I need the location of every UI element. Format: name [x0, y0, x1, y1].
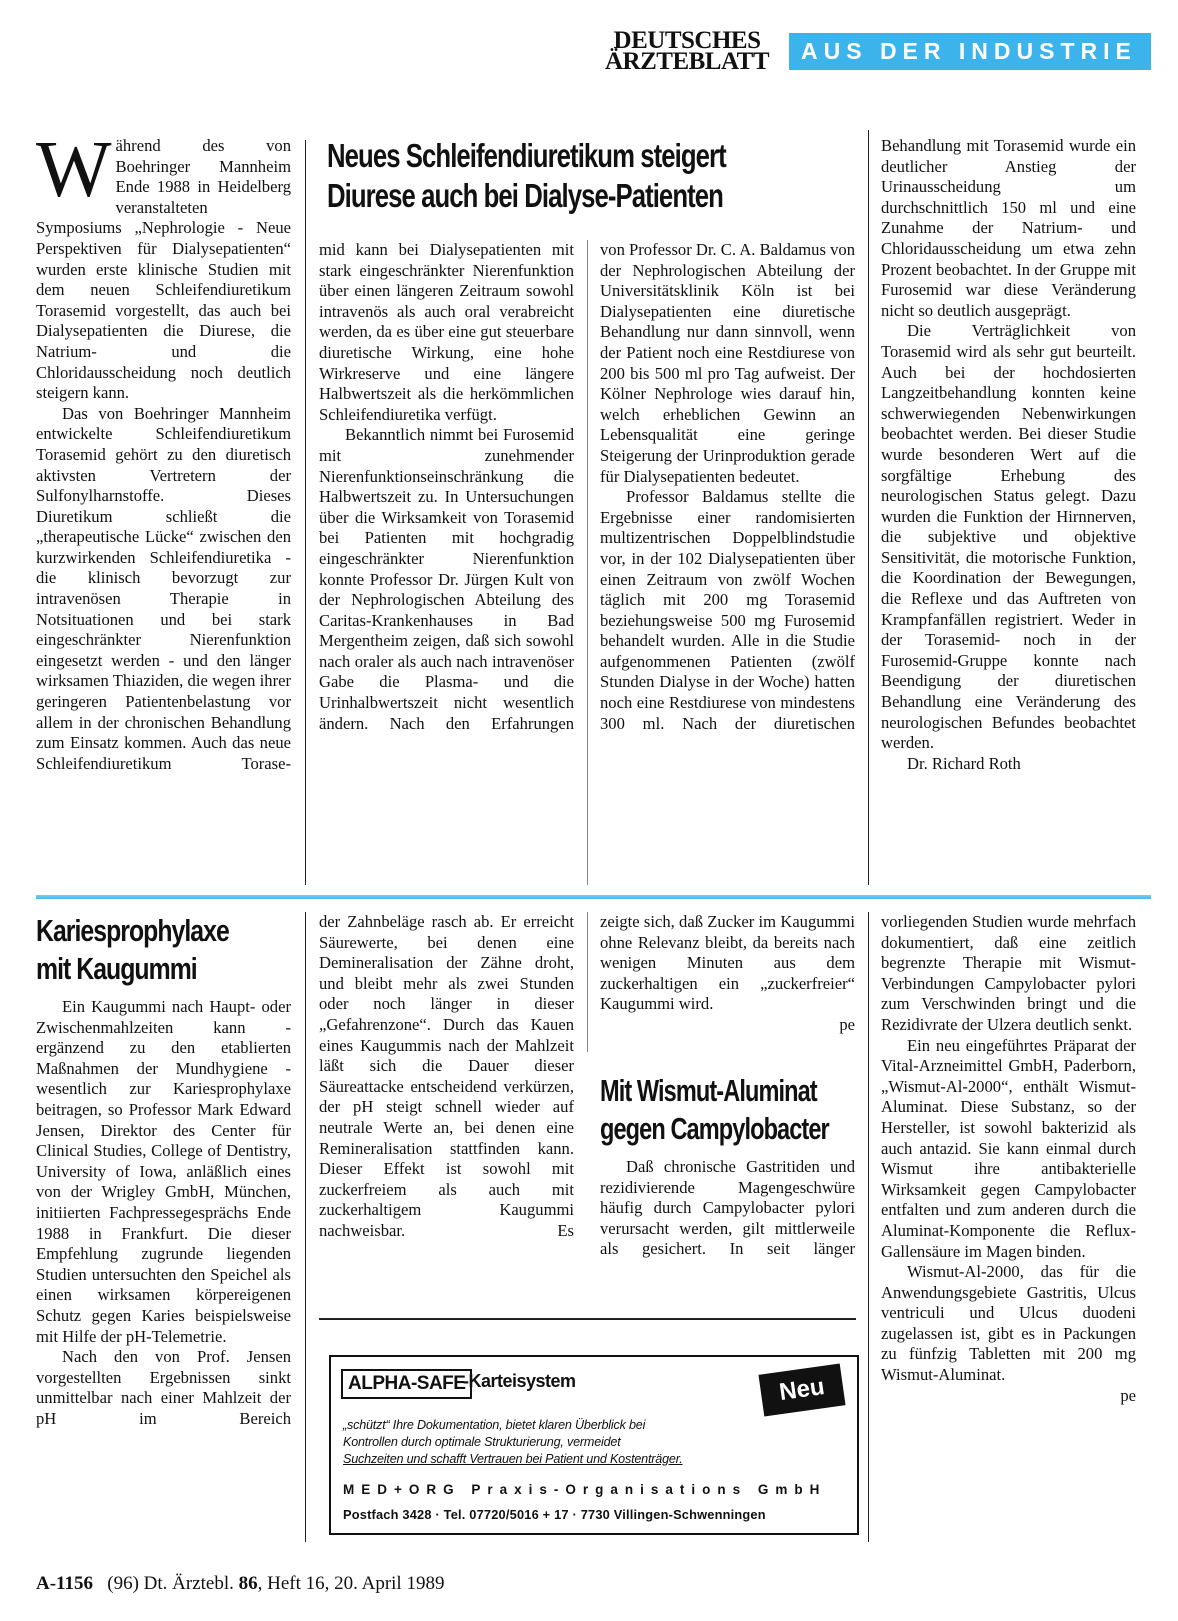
article1-col1-para-1: ährend des von Boehringer Mannheim Ende 1988 in Heidelberg veranstalteten Symposiums „Nephrologie - Neue Perspektiven für Dialysepatienten“ wurden erste klinische Studien mit dem neuen Schleifendiuretikum Torasemid vorgestellt, das auch bei Dialysepatienten die Diurese, die Natrium- und die Chloridausscheidung noch deutlich steigern kann.	[36, 136, 291, 403]
article3-headline-line1: Mit Wismut-Aluminat	[600, 1073, 817, 1108]
issue-prefix: (96) Dt. Ärztebl.	[107, 1573, 234, 1594]
ad-desc-line3: Suchzeiten und schafft Vertrauen bei Patient und Kostenträger.	[343, 1452, 683, 1466]
ad-address: Postfach 3428 · Tel. 07720/5016 + 17 · 7730 Villingen-Schwenningen	[343, 1507, 766, 1522]
column-rule	[868, 130, 869, 885]
article3-column-4	[881, 912, 1136, 1406]
article1-col4-para-2: Die Verträglichkeit von Torasemid wird als sehr gut beurteilt. Auch bei der hochdosierten Langzeitbehandlung konnten keine schwerwiegenden Nebenwirkungen beobachtet werden. Bei dieser Studie wurde besonderen Wert auf die sorgfältige Erhebung des neurologischen Status gelegt. Dazu wurden die Funktion der Hirnnerven, die subjektive und objektive Sensitivität, die motorische Funktion, die Koordination der Bewegungen, die Reflexe und das Auftreten von Krampfanfällen registriert. Weder in der Torasemid- noch in der Furosemid-Gruppe konnte nach Beendigung der diuretischen Behandlung eine Veränderung des neurologischen Befundes beobachtet werden.	[881, 321, 1136, 753]
article1-col3-para-2: Professor Baldamus stellte die Ergebnisse einer randomisierten multizentrischen Doppelblindstudie vor, in der 102 Dialysepatienten über einen Zeitraum von zwölf Wochen täglich mit 200 mg Torasemid beziehungsweise 500 mg Furosemid behandelt wurden. Alle in die Studie aufgenommenen Patienten (zwölf Stunden Dialyse in der Woche) hatten noch eine Restdiurese von mindestens 300 ml. Nach der diuretischen	[600, 487, 855, 733]
article2-headline	[36, 912, 229, 988]
column-rule	[305, 140, 306, 885]
page-footer	[36, 1573, 444, 1595]
ad-desc-line1: „schützt“ Ihre Dokumentation, bietet klaren Überblick bei	[343, 1418, 646, 1432]
page-number: A-1156	[36, 1573, 93, 1594]
article2-column-1	[36, 997, 291, 1429]
ad-new-badge: Neu	[758, 1363, 845, 1416]
advertisement	[329, 1355, 859, 1535]
logo-line-2: ÄRZTEBLATT	[605, 48, 770, 75]
article1-headline	[327, 136, 726, 216]
ad-desc-line2: Kontrollen durch optimale Strukturierung, vermeidet	[343, 1435, 621, 1449]
article1-column-4	[881, 136, 1136, 774]
column-rule	[868, 912, 869, 1542]
column-rule	[587, 912, 588, 1052]
article1-col1-para-2: Das von Boehringer Mannheim entwickelte Schleifendiuretikum Torasemid gehört zu den diuretisch aktivsten Vertretern der Sulfonylharnstoffe. Dieses Diuretikum schließt die „therapeutische Lücke“ zwischen den kurzwirkenden Schleifendiuretika - die klinisch bevorzugt zur intravenösen Therapie in Notsituationen und bei stark eingeschränkter Nierenfunktion eingesetzt werden - und den länger wirksamen Thiaziden, die wegen ihrer geringeren Patientenbelastung vor allem in der chronischen Behandlung zum Einsatz kommen. Auch das neue Schleifendiuretikum Torase-	[36, 403, 291, 773]
article2-col1-para-2: Nach den von Prof. Jensen vorgestellten Ergebnissen sinkt unmittelbar nach einer Mahlzeit der pH im Bereich	[36, 1347, 291, 1428]
article3-col4-para-2: Ein neu eingeführtes Präparat der Vital-Arzneimittel GmbH, Paderborn, „Wismut-Al-2000“, enthält Wismut-Aluminat. Diese Substanz, so der Hersteller, ist sowohl bakterizid als auch antazid. Sie kann einmal durch Wismut ihre antibakterielle Wirksamkeit gegen Campylobacter entfalten und zum anderen durch die Aluminat-Komponente die Reflux-Gallensäure im Magen binden.	[881, 1035, 1136, 1261]
article3-headline	[600, 1072, 829, 1148]
article1-col4-para-1: Behandlung mit Torasemid wurde ein deutlicher Anstieg der Urinausscheidung um durchschnittlich 150 ml und eine Zunahme der Natrium- und Chloridausscheidung um etwa zehn Prozent beobachtet. In der Gruppe mit Furosemid war diese Veränderung nicht so deutlich ausgeprägt.	[881, 136, 1136, 320]
article1-headline-line1: Neues Schleifendiuretikum steigert	[327, 137, 726, 174]
article2-col2-para-1: der Zahnbeläge rasch ab. Er erreicht Säurewerte, bei denen eine Demineralisation der Zähne droht, und bleibt mehr als zwei Stunden oder noch länger in dieser „Gefahrenzone“. Durch das Kauen eines Kaugummis nach der Mahlzeit läßt sich die Dauer dieser Säureattacke entscheidend verkürzen, der pH steigt schnell wieder auf neutrale Werte an, bei denen eine Remineralisation stattfinden kann. Dieser Effekt ist sowohl mit zuckerfreiem als auch mit zuckerhaltigem Kaugummi nachweisbar. Es	[319, 912, 574, 1240]
column-rule	[587, 240, 588, 885]
article2-column-2	[319, 912, 574, 1242]
article3-col3-para-1: Daß chronische Gastritiden und rezidivierende Magengeschwüre häufig durch Campylobacter pylori verursacht werden, gilt mittlerweile als gesichert. In seit länger	[600, 1157, 855, 1259]
issue-suffix: , Heft 16, 20. April 1989	[257, 1573, 445, 1594]
article1-column-2	[319, 240, 574, 734]
article3-column-3	[600, 1157, 855, 1260]
article1-dropcap: W	[36, 126, 112, 214]
article1-col3-para-1: von Professor Dr. C. A. Baldamus von der Nephrologischen Abteilung der Universitätsklinik Köln ist bei Dialysepatienten eine diuretische Behandlung nur dann sinnvoll, wenn der Patient noch eine Restdiurese von 200 bis 500 ml pro Tag aufweist. Der Kölner Nephrologe wies darauf hin, welch erheblichen Gewinn an Lebensqualität eine geringe Steigerung der Urinproduktion gerade für Dialysepatienten bedeutet.	[600, 240, 855, 486]
article1-col2-para-1: mid kann bei Dialysepatienten mit stark eingeschränkter Nierenfunktion über einen längeren Zeitraum sowohl intravenös als auch oral verabreicht werden, da es über eine gut steuerbare diuretische Wirkung, eine hohe Wirkreserve und eine längere Halbwertszeit als die herkömmlichen Schleifendiuretika verfügt.	[319, 240, 574, 424]
article1-column-1	[36, 126, 291, 774]
section-banner: AUS DER INDUSTRIE	[789, 33, 1151, 70]
article1-author: Dr. Richard Roth	[907, 753, 1021, 773]
article-separator	[36, 895, 1151, 899]
article2-column-3	[600, 912, 855, 1036]
ad-title: -Karteisystem	[463, 1371, 576, 1391]
article3-author: pe	[1120, 1385, 1136, 1405]
ad-company: MED+ORG Praxis-Organisations GmbH	[343, 1482, 827, 1497]
ad-top-rule	[319, 1318, 856, 1320]
ad-description	[343, 1417, 743, 1468]
article2-author: pe	[839, 1014, 855, 1034]
article3-col4-para-3: Wismut-Al-2000, das für die Anwendungsgebiete Gastritis, Ulcus ventriculi und Ulcus duodeni zugelassen ist, gibt es in Packungen zu fünfzig Tabletten mit 200 mg Wismut-Aluminat.	[881, 1262, 1136, 1385]
article2-col3-para-1: zeigte sich, daß Zucker im Kaugummi ohne Relevanz bleibt, da bereits nach wenigen Minuten aus dem zuckerhaltigen ein „zuckerfreier“ Kaugummi wird.	[600, 912, 855, 1014]
article1-headline-line2: Diurese auch bei Dialyse-Patienten	[327, 177, 723, 214]
volume-number: 86	[238, 1573, 258, 1594]
article3-headline-line2: gegen Campylobacter	[600, 1111, 829, 1146]
column-rule	[305, 912, 306, 1542]
article1-col2-para-2: Bekanntlich nimmt bei Furosemid mit zunehmender Nierenfunktionseinschränkung die Halbwertszeit zu. In Untersuchungen über die Wirksamkeit von Torasemid bei Patienten mit hochgradig eingeschränkter Nierenfunktion konnte Professor Dr. Jürgen Kult von der Nephrologischen Abteilung des Caritas-Krankenhauses in Bad Mergentheim zeigen, daß sich sowohl nach oraler als auch nach intravenöser Gabe die Plasma- und die Urinhalbwertszeit nicht wesentlich ändern. Nach den Erfahrungen	[319, 425, 574, 733]
article2-headline-line1: Kariesprophylaxe	[36, 913, 229, 948]
article3-col4-para-1: vorliegenden Studien wurde mehrfach dokumentiert, daß eine zeitlich begrenzte Therapie mit Wismut-Verbindungen Campylobacter pylori zum Verschwinden bringt und die Rezidivrate der Ulzera deutlich senkt.	[881, 912, 1136, 1034]
article1-column-3	[600, 240, 855, 734]
article2-headline-line2: mit Kaugummi	[36, 951, 197, 986]
ad-brand: ALPHA-SAFE	[341, 1369, 472, 1399]
journal-logo	[605, 27, 770, 75]
article2-col1-para-1: Ein Kaugummi nach Haupt- oder Zwischenmahlzeiten kann - ergänzend zu den etablierten Maßnahmen der Mundhygiene - wesentlich zur Kariesprophylaxe beitragen, so Professor Mark Edward Jensen, Direktor des Center für Clinical Studies, College of Dentistry, University of Iowa, anläßlich eines von der Wrigley GmbH, München, initiierten Fachpressegesprächs Ende 1988 in Frankfurt. Die dieser Empfehlung zugrunde liegenden Studien untersuchten den Speichel als einen wirksamen körpereigenen Schutz gegen Karies beispielsweise mit Hilfe der pH-Telemetrie.	[36, 997, 291, 1346]
logo-line-1: DEUTSCHES	[613, 27, 761, 54]
